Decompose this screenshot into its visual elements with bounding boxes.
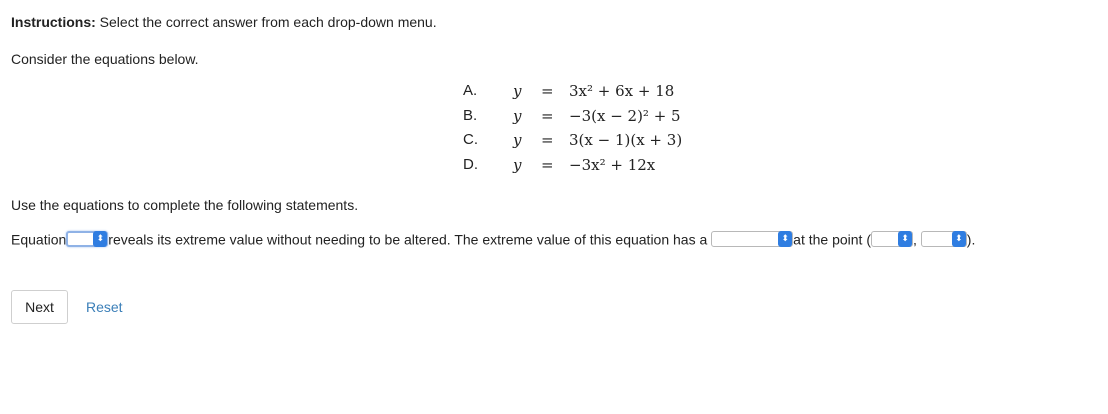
equals-sign: =	[541, 156, 554, 174]
equation-variable: y	[513, 131, 522, 149]
reset-link[interactable]: Reset	[86, 299, 123, 315]
equation-variable: y	[513, 156, 522, 174]
extreme-type-dropdown[interactable]	[711, 231, 793, 247]
equation-expression: 3x² + 6x + 18	[569, 82, 675, 100]
statement-text-equation: Equation	[11, 231, 67, 248]
equation-expression: −3(x − 2)² + 5	[569, 107, 681, 125]
statement-close-paren: ).	[966, 231, 976, 248]
updown-chevron-icon: ⬍	[898, 231, 912, 247]
equation-expression: −3x² + 12x	[569, 156, 656, 174]
updown-chevron-icon: ⬍	[778, 231, 792, 247]
updown-chevron-icon: ⬍	[952, 231, 966, 247]
equation-dropdown[interactable]	[66, 231, 108, 247]
equation-expression: 3(x − 1)(x + 3)	[569, 131, 683, 149]
fill-in-statement	[11, 230, 975, 250]
question-prompt: Consider the equations below.	[11, 51, 199, 67]
equals-sign: =	[541, 82, 554, 100]
equals-sign: =	[541, 131, 554, 149]
equation-label: A.	[463, 82, 478, 99]
statement-text-point: at the point (	[793, 231, 871, 248]
instructions-text: Select the correct answer from each drop-down menu.	[95, 14, 437, 30]
next-button[interactable]: Next	[11, 290, 68, 324]
statement-comma: ,	[913, 231, 917, 248]
statement-text-reveals: reveals its extreme value without needing to be altered. The extreme value of this equation has a	[108, 231, 708, 248]
equals-sign: =	[541, 107, 554, 125]
equation-label: D.	[463, 156, 478, 173]
y-coordinate-dropdown[interactable]	[921, 231, 967, 247]
instructions-label: Instructions:	[11, 14, 96, 30]
equation-variable: y	[513, 82, 522, 100]
updown-chevron-icon: ⬍	[93, 231, 107, 247]
equation-label: C.	[463, 131, 478, 148]
statement-instructions: Use the equations to complete the following statements.	[11, 197, 359, 213]
equation-variable: y	[513, 107, 522, 125]
x-coordinate-dropdown[interactable]	[871, 231, 913, 247]
equation-label: B.	[463, 107, 478, 124]
instructions	[11, 14, 437, 30]
